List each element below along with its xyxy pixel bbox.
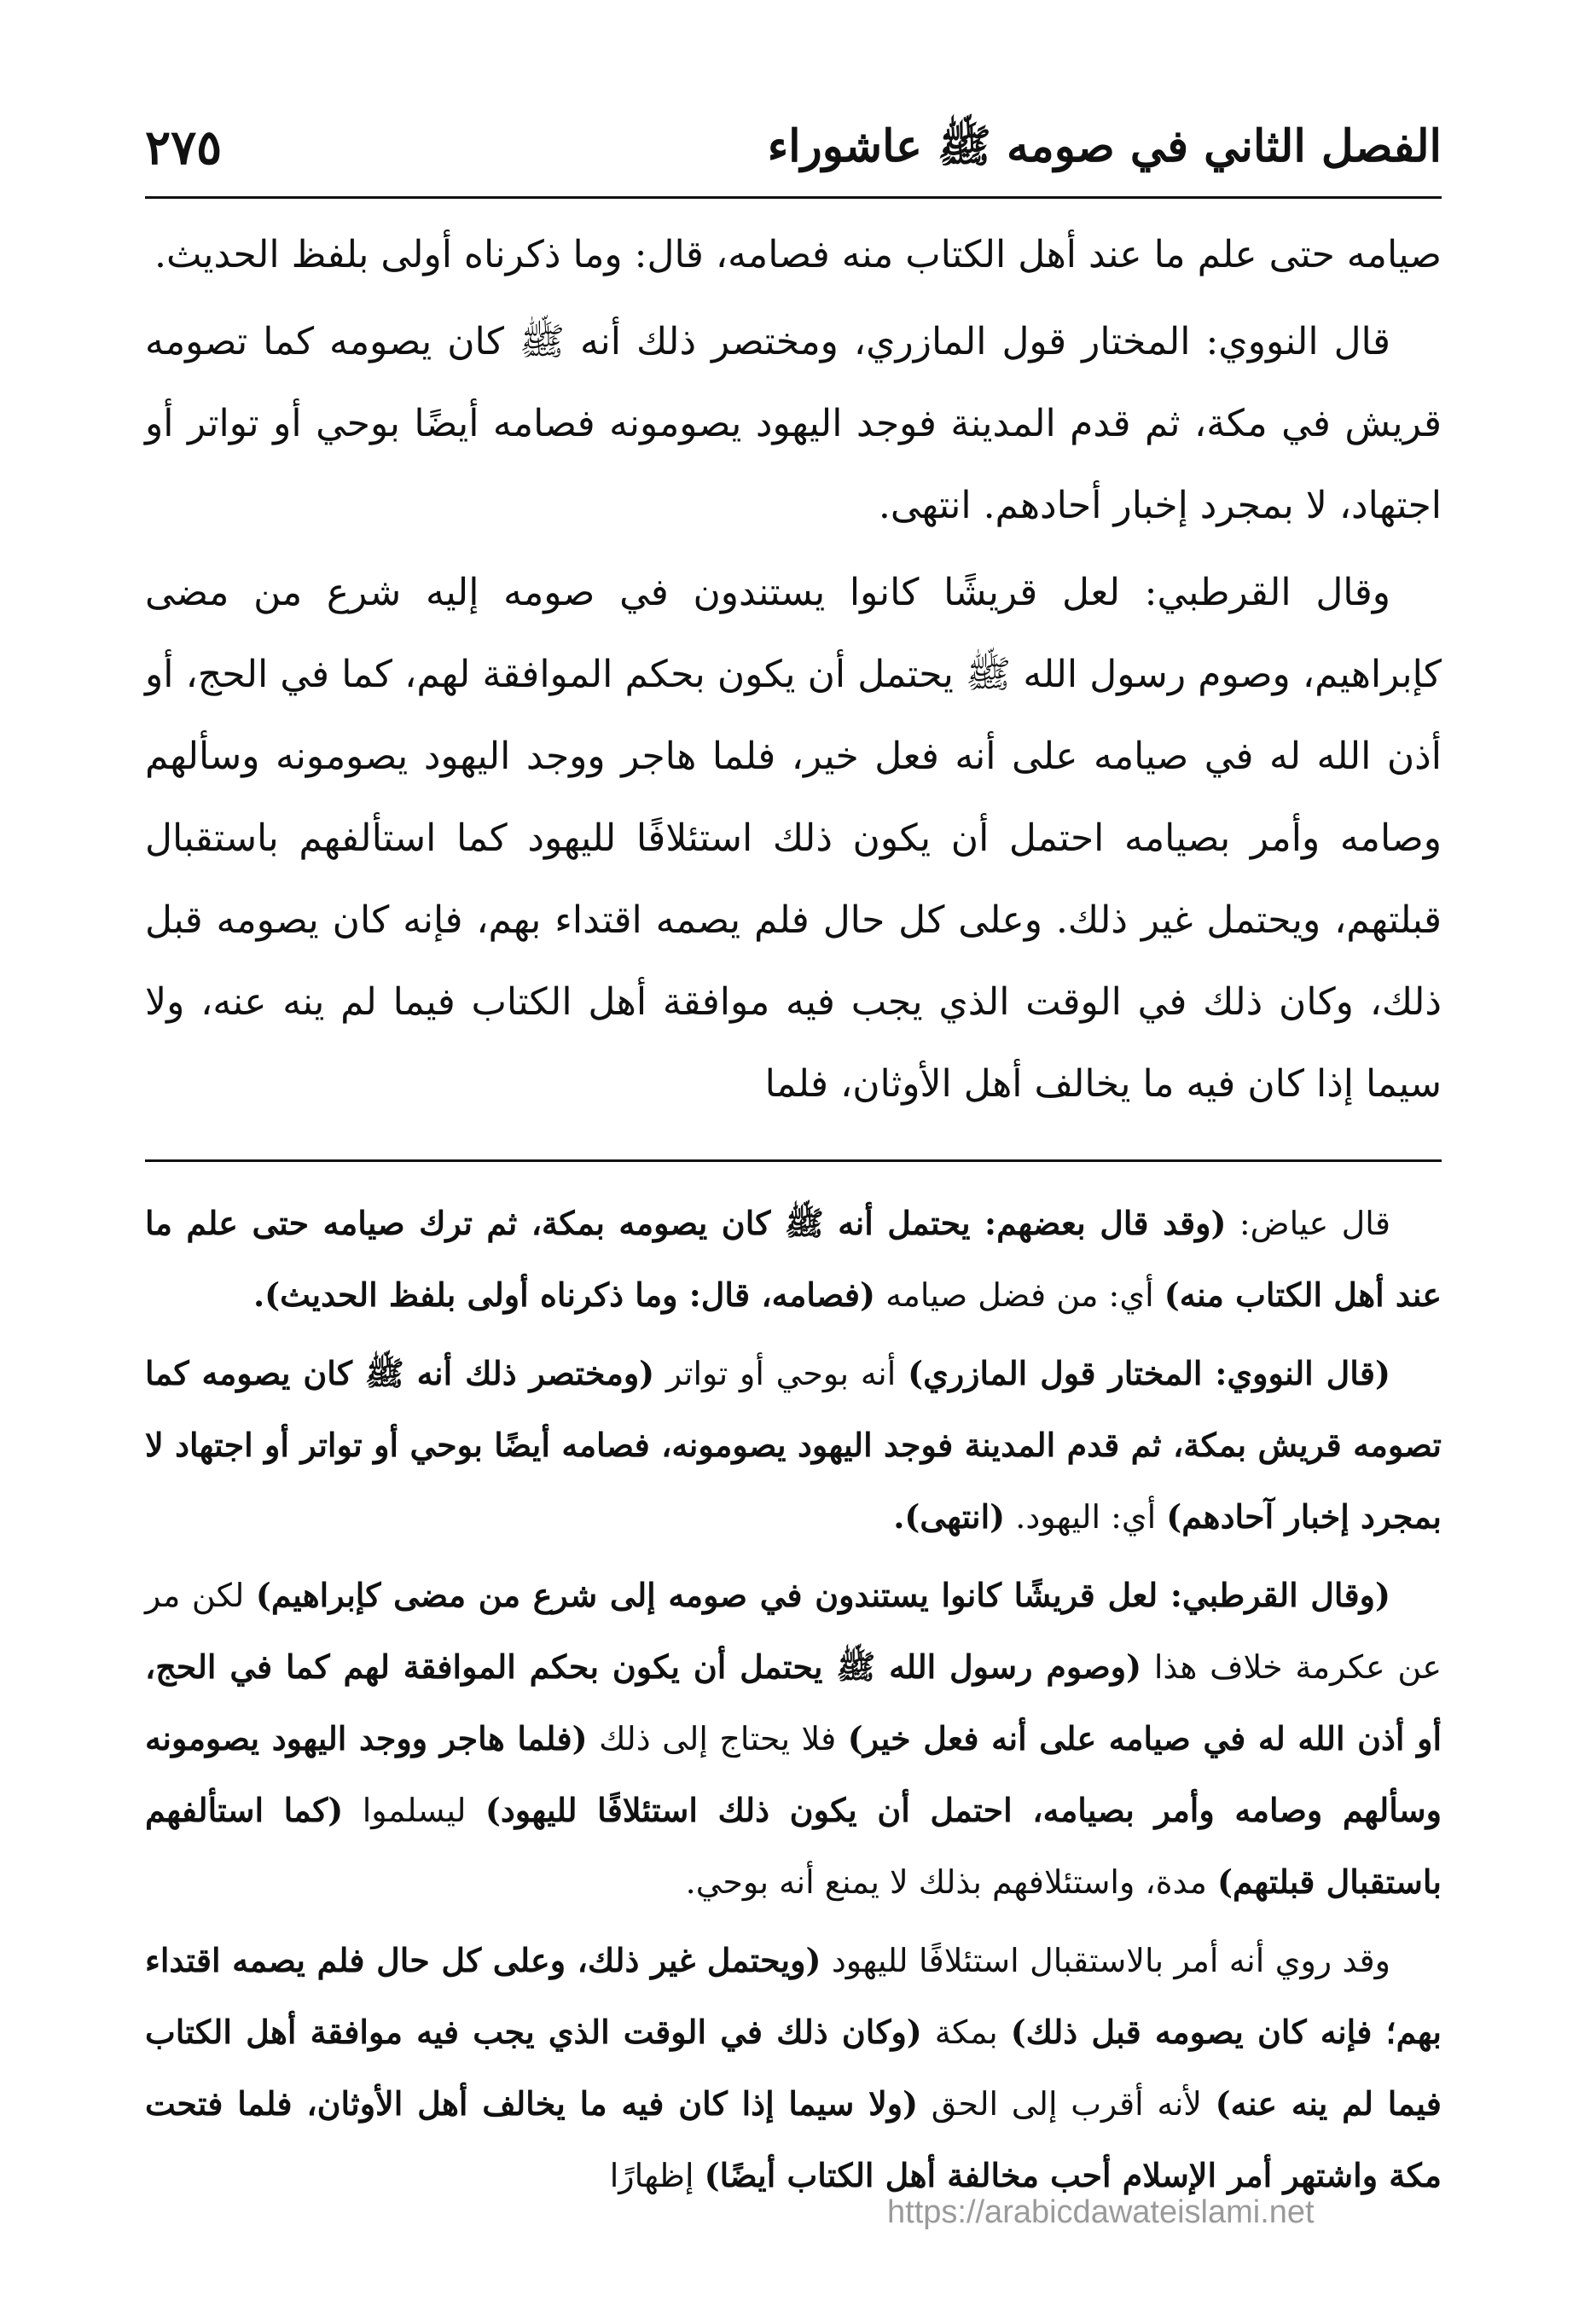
page-number: ٢٧٥: [145, 119, 223, 176]
commentary-paragraph: [145, 1188, 1442, 1331]
commentary-text: لأنه أقرب إلى الحق: [918, 2085, 1216, 2123]
main-paragraph: وقال القرطبي: لعل قريشًا كانوا يستندون في صومه إليه شرع من مضى كإبراهيم، وصوم رسول الله ﷺ يحتمل أن يكون بحكم الموافقة لهم، كما في الحج، أو أذن الله له في صيامه على أنه فعل خير، فلما هاجر ووجد اليهود يصومونه وسألهم وصامه وأمر بصيامه احتمل أن يكون ذلك استئلافًا لليهود كما استألفهم باستقبال قبلتهم، ويحتمل غير ذلك. وعلى كل حال فلم يصمه اقتداء بهم، فإنه كان يصومه قبل ذلك، وكان ذلك في الوقت الذي يجب فيه موافقة أهل الكتاب فيما لم ينه عنه، ولا سيما إذا كان فيه ما يخالف أهل الأوثان، فلما: [145, 571, 1442, 1106]
commentary-paragraph: [145, 1925, 1442, 2211]
quoted-text: (فصامه، قال: وما ذكرناه أولى بلفظ الحديث).: [252, 1275, 876, 1314]
commentary-text: فلا يحتاج إلى ذلك: [587, 1720, 848, 1758]
quoted-text: (انتهى).: [893, 1497, 1006, 1536]
commentary-text: وقد روي أنه أمر بالاستقبال استئلافًا لليهود: [821, 1942, 1391, 1979]
footnote-divider: [145, 1159, 1442, 1162]
book-page: [145, 102, 1442, 2218]
commentary-text: إظهارًا: [609, 2157, 705, 2194]
quoted-text: (فلما هاجر ووجد اليهود يصومونه وسألهم وصامه وأمر بصيامه، احتمل أن يكون ذلك استئلافًا لليهود): [145, 1719, 1442, 1829]
quoted-text: (قال النووي: المختار قول المازري): [908, 1354, 1390, 1392]
quoted-text: (ومختصر ذلك أنه ﷺ كان يصومه كما تصومه قريش بمكة، ثم قدم المدينة فوجد اليهود يصومونه، فصامه أيضًا بوحي أو تواتر أو اجتهاد لا بمجرد إخبار آحادهم): [145, 1354, 1442, 1536]
quoted-text: (ويحتمل غير ذلك، وعلى كل حال فلم يصمه اقتداء بهم؛ فإنه كان يصومه قبل ذلك): [145, 1941, 1442, 2051]
watermark-url: https://arabicdawateislami.net: [887, 2194, 1315, 2230]
commentary-text: مدة، واستئلافهم بذلك لا يمنع أنه بوحي.: [685, 1863, 1217, 1901]
commentary-text: قال عياض:: [1226, 1205, 1390, 1242]
commentary-text: بمكة: [921, 2013, 1011, 2051]
quoted-text: (وكان ذلك في الوقت الذي يجب فيه موافقة أهل الكتاب فيما لم ينه عنه): [145, 2013, 1442, 2123]
commentary-text: ليسلموا: [343, 1792, 485, 1829]
quoted-text: (ولا سيما إذا كان فيه ما يخالف أهل الأوثان، فلما فتحت مكة واشتهر أمر الإسلام أحب مخالفة أهل الكتاب أيضًا): [145, 2084, 1442, 2194]
main-text: [145, 214, 1442, 1125]
page-header: [145, 102, 1442, 199]
quoted-text: (كما استألفهم باستقبال قبلتهم): [145, 1791, 1442, 1901]
commentary-text: أنه بوحي أو تواتر: [654, 1355, 908, 1392]
commentary-paragraph: [145, 1338, 1442, 1553]
quoted-text: (وقال القرطبي: لعل قريشًا كانوا يستندون في صومه إلى شرع من مضى كإبراهيم): [255, 1576, 1390, 1614]
running-title: الفصل الثاني في صومه ﷺ عاشوراء: [767, 120, 1442, 172]
main-paragraph: قال النووي: المختار قول المازري، ومختصر ذلك أنه ﷺ كان يصومه كما تصومه قريش في مكة، ثم قدم المدينة فوجد اليهود يصومونه فصامه أيضًا بوحي أو تواتر أو اجتهاد، لا بمجرد إخبار أحادهم. انتهى.: [145, 320, 1442, 527]
quoted-text: (وقد قال بعضهم: يحتمل أنه ﷺ كان يصومه بمكة، ثم ترك صيامه حتى علم ما عند أهل الكتاب منه): [145, 1204, 1442, 1314]
quoted-text: (وصوم رسول الله ﷺ يحتمل أن يكون بحكم الموافقة لهم كما في الحج، أو أذن الله له في صيامه على أنه فعل خير): [145, 1647, 1442, 1758]
commentary-text: أي: اليهود.: [1005, 1498, 1167, 1536]
commentary-text: أي: من فضل صيامه: [875, 1276, 1164, 1314]
main-paragraph: صيامه حتى علم ما عند أهل الكتاب منه فصامه، قال: وما ذكرناه أولى بلفظ الحديث.: [154, 233, 1442, 276]
commentary-paragraph: [145, 1560, 1442, 1918]
commentary-text: لكن مر عن عكرمة خلاف هذا: [145, 1577, 1442, 1686]
commentary: [145, 1188, 1442, 2211]
